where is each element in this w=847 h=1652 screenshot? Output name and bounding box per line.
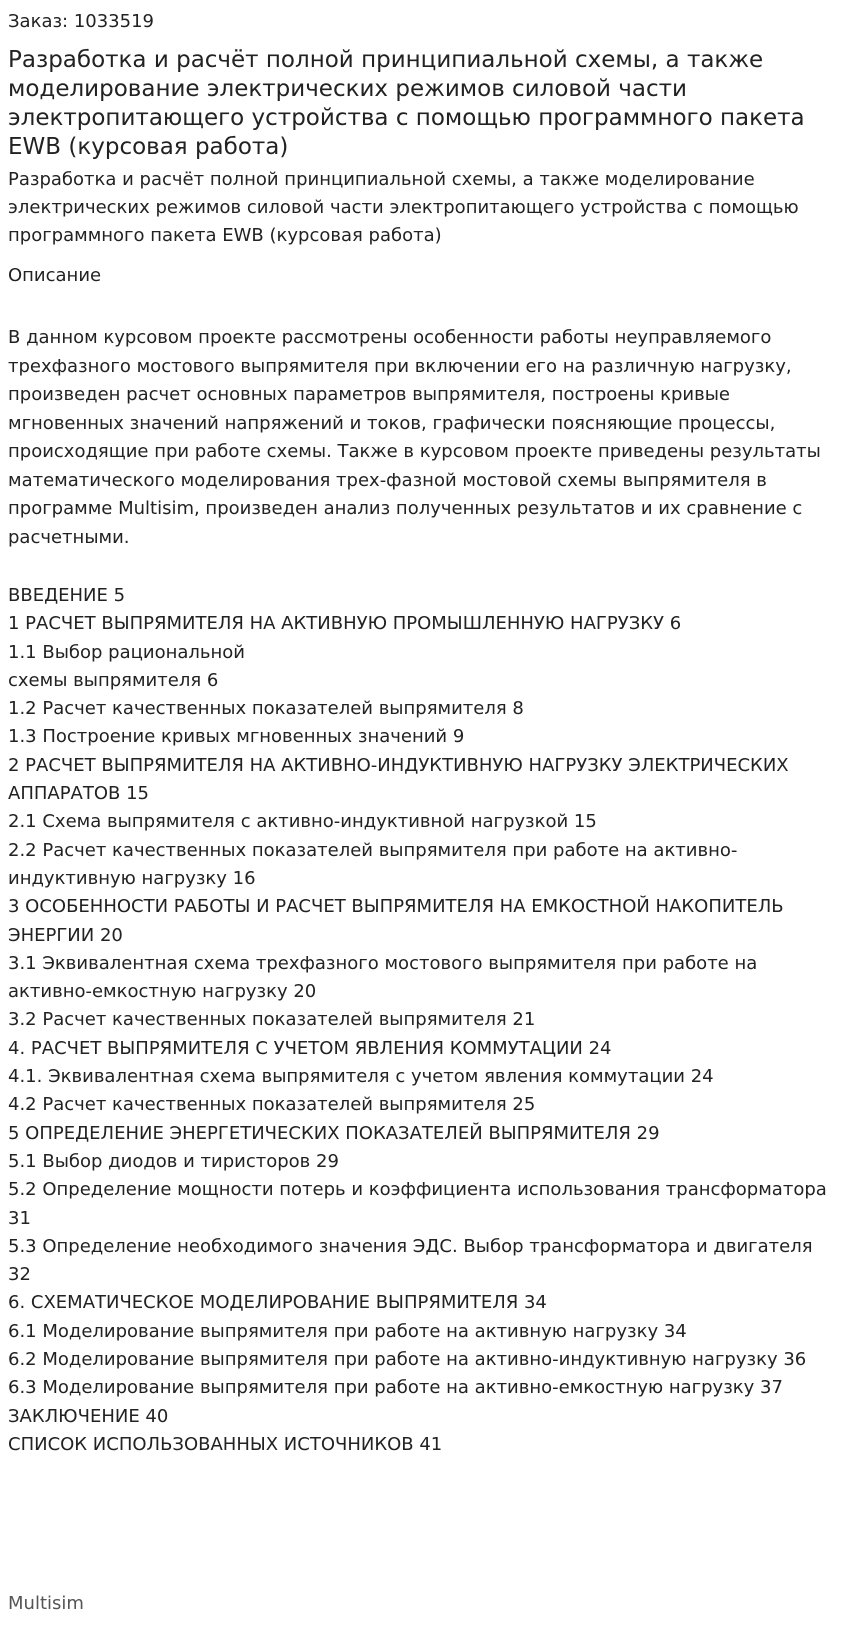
toc-item: 5.3 Определение необходимого значения ЭДС. Выбор трансформатора и двигателя 32	[8, 1235, 813, 1286]
toc-item: 1.1 Выбор рациональной	[8, 641, 245, 663]
toc-item: 3.1 Эквивалентная схема трехфазного мостового выпрямителя при работе на активно-емкостную нагрузку 20	[8, 952, 758, 1003]
table-of-contents	[8, 582, 840, 1459]
toc-item: 4.1. Эквивалентная схема выпрямителя с учетом явления коммутации 24	[8, 1066, 714, 1088]
toc-item: СПИСОК ИСПОЛЬЗОВАННЫХ ИСТОЧНИКОВ 41	[8, 1433, 443, 1455]
toc-item: 1.2 Расчет качественных показателей выпрямителя 8	[8, 698, 524, 720]
toc-item: 5 ОПРЕДЕЛЕНИЕ ЭНЕРГЕТИЧЕСКИХ ПОКАЗАТЕЛЕЙ ВЫПРЯМИТЕЛЯ 29	[8, 1122, 660, 1144]
toc-item: ЗАКЛЮЧЕНИЕ 40	[8, 1405, 169, 1427]
toc-item: 2.1 Схема выпрямителя с активно-индуктивной нагрузкой 15	[8, 811, 597, 833]
toc-item: 6.1 Моделирование выпрямителя при работе на активную нагрузку 34	[8, 1320, 687, 1342]
toc-item: 5.2 Определение мощности потерь и коэффициента использования трансформатора 31	[8, 1179, 827, 1229]
toc-item: схемы выпрямителя 6	[8, 669, 219, 691]
toc-item: 5.1 Выбор диодов и тиристоров 29	[8, 1150, 339, 1172]
toc-item: 1.3 Построение кривых мгновенных значений 9	[8, 726, 465, 748]
page-subtitle: Разработка и расчёт полной принципиальной схемы, а также моделирование электрических режимов силовой части электропитающего устройства с помощью программного пакета EWB (курсовая работа)	[8, 169, 799, 246]
page-title: Разработка и расчёт полной принципиальной схемы, а также моделирование электрических режимов силовой части электропитающего устройства с помощью программного пакета EWB (курсовая работа)	[8, 47, 805, 160]
toc-item: 3.2 Расчет качественных показателей выпрямителя 21	[8, 1009, 536, 1031]
toc-item: 4. РАСЧЕТ ВЫПРЯМИТЕЛЯ С УЧЕТОМ ЯВЛЕНИЯ КОММУТАЦИИ 24	[8, 1037, 612, 1059]
toc-item: 6. СХЕМАТИЧЕСКОЕ МОДЕЛИРОВАНИЕ ВЫПРЯМИТЕЛЯ 34	[8, 1292, 547, 1314]
toc-item: 6.3 Моделирование выпрямителя при работе на активно-емкостную нагрузку 37	[8, 1377, 783, 1399]
toc-item: ВВЕДЕНИЕ 5	[8, 585, 126, 606]
toc-item: 2 РАСЧЕТ ВЫПРЯМИТЕЛЯ НА АКТИВНО-ИНДУКТИВНУЮ НАГРУЗКУ ЭЛЕКТРИЧЕСКИХ АППАРАТОВ 15	[8, 754, 789, 805]
document-page	[8, 0, 840, 1477]
toc-item: 4.2 Расчет качественных показателей выпрямителя 25	[8, 1094, 536, 1116]
description-text: В данном курсовом проекте рассмотрены особенности работы неуправляемого трехфазного мостового выпрямителя при включении его на различную нагрузку, произведен расчет основных параметров выпрямителя, построены кривые мгновенных значений напряжений и токов, графически поясняющие процессы, происходящие при работе схемы. Также в курсовом проекте приведены результаты математического моделирования трех-фазной мостовой схемы выпрямителя в программе Multisim, произведен анализ полученных результатов и их сравнение с расчетными.	[8, 327, 821, 548]
toc-item: 6.2 Моделирование выпрямителя при работе на активно-индуктивную нагрузку 36	[8, 1349, 807, 1371]
toc-item: 3 ОСОБЕННОСТИ РАБОТЫ И РАСЧЕТ ВЫПРЯМИТЕЛЯ НА ЕМКОСТНОЙ НАКОПИТЕЛЬ ЭНЕРГИИ 20	[8, 896, 784, 946]
toc-item: 2.2 Расчет качественных показателей выпрямителя при работе на активно-индуктивную нагрузку 16	[8, 839, 738, 889]
order-number: Заказ: 1033519	[8, 11, 154, 32]
description-heading: Описание	[8, 265, 102, 286]
tag-label: Multisim	[8, 1593, 84, 1614]
toc-item: 1 РАСЧЕТ ВЫПРЯМИТЕЛЯ НА АКТИВНУЮ ПРОМЫШЛЕННУЮ НАГРУЗКУ 6	[8, 613, 682, 635]
